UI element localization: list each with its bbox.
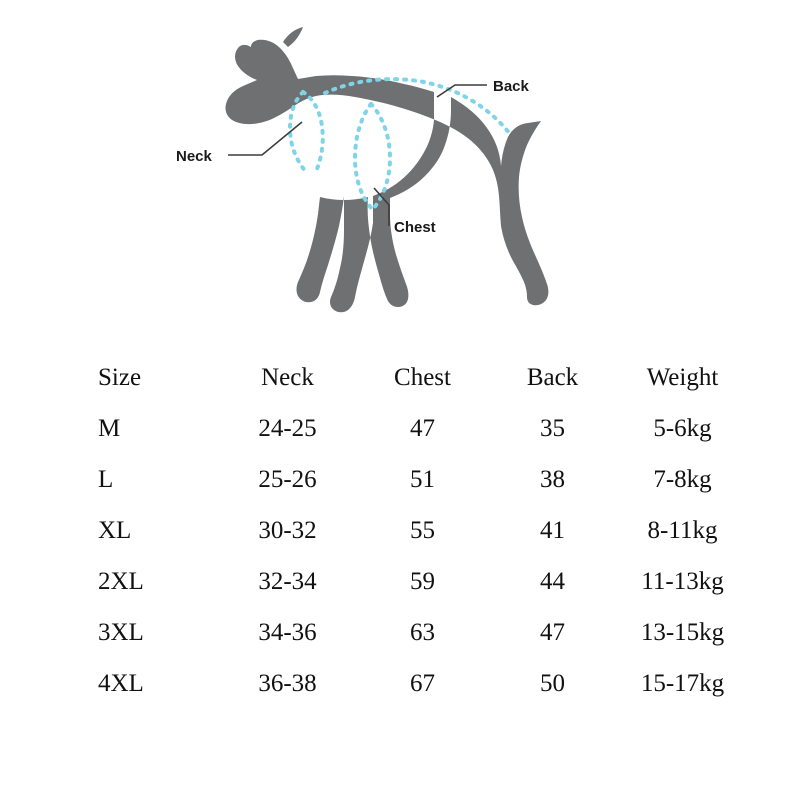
chest-callout-label: Chest xyxy=(394,219,436,236)
back-callout-label: Back xyxy=(493,78,529,95)
cell-size: M xyxy=(98,415,121,442)
dog-measurement-diagram xyxy=(0,0,800,345)
table-row xyxy=(70,454,750,505)
column-header-weight: Weight xyxy=(646,364,719,391)
cell-size: 2XL xyxy=(98,568,144,595)
column-header-chest: Chest xyxy=(394,364,451,391)
cell-weight: 7-8kg xyxy=(653,466,712,493)
table-row xyxy=(70,658,750,709)
cell-weight: 11-13kg xyxy=(641,568,724,595)
cell-weight: 8-11kg xyxy=(647,517,718,544)
cell-weight: 5-6kg xyxy=(653,415,712,442)
cell-neck: 25-26 xyxy=(258,466,317,493)
cell-size: XL xyxy=(98,517,132,544)
neck-callout-label: Neck xyxy=(176,148,212,165)
cell-weight: 15-17kg xyxy=(640,670,725,697)
table-row xyxy=(70,505,750,556)
column-header-size: Size xyxy=(98,364,142,391)
cell-neck: 30-32 xyxy=(258,517,317,544)
table-row xyxy=(70,403,750,454)
dog-silhouette-icon xyxy=(225,27,548,312)
cell-size: 3XL xyxy=(98,619,144,646)
table-row xyxy=(70,607,750,658)
cell-neck: 32-34 xyxy=(258,568,317,595)
cell-chest: 67 xyxy=(410,670,435,697)
table-header-row xyxy=(70,352,750,403)
cell-chest: 55 xyxy=(410,517,435,544)
neck-guide xyxy=(303,92,323,169)
cell-size: 4XL xyxy=(98,670,144,697)
cell-neck: 36-38 xyxy=(258,670,317,697)
chest-guide-back xyxy=(355,104,374,211)
back-leader xyxy=(437,85,487,97)
cell-back: 47 xyxy=(540,619,565,646)
cell-back: 35 xyxy=(540,415,565,442)
cell-neck: 24-25 xyxy=(258,415,317,442)
cell-weight: 13-15kg xyxy=(640,619,725,646)
column-header-neck: Neck xyxy=(261,364,314,391)
size-chart-table xyxy=(70,352,750,709)
table-row xyxy=(70,556,750,607)
cell-neck: 34-36 xyxy=(258,619,317,646)
cell-chest: 59 xyxy=(410,568,435,595)
cell-back: 50 xyxy=(540,670,565,697)
cell-chest: 51 xyxy=(410,466,435,493)
cell-back: 38 xyxy=(540,466,565,493)
column-header-back: Back xyxy=(526,364,579,391)
cell-chest: 47 xyxy=(410,415,435,442)
cell-chest: 63 xyxy=(410,619,435,646)
cell-back: 41 xyxy=(540,517,565,544)
cell-size: L xyxy=(98,466,114,493)
cell-back: 44 xyxy=(540,568,565,595)
